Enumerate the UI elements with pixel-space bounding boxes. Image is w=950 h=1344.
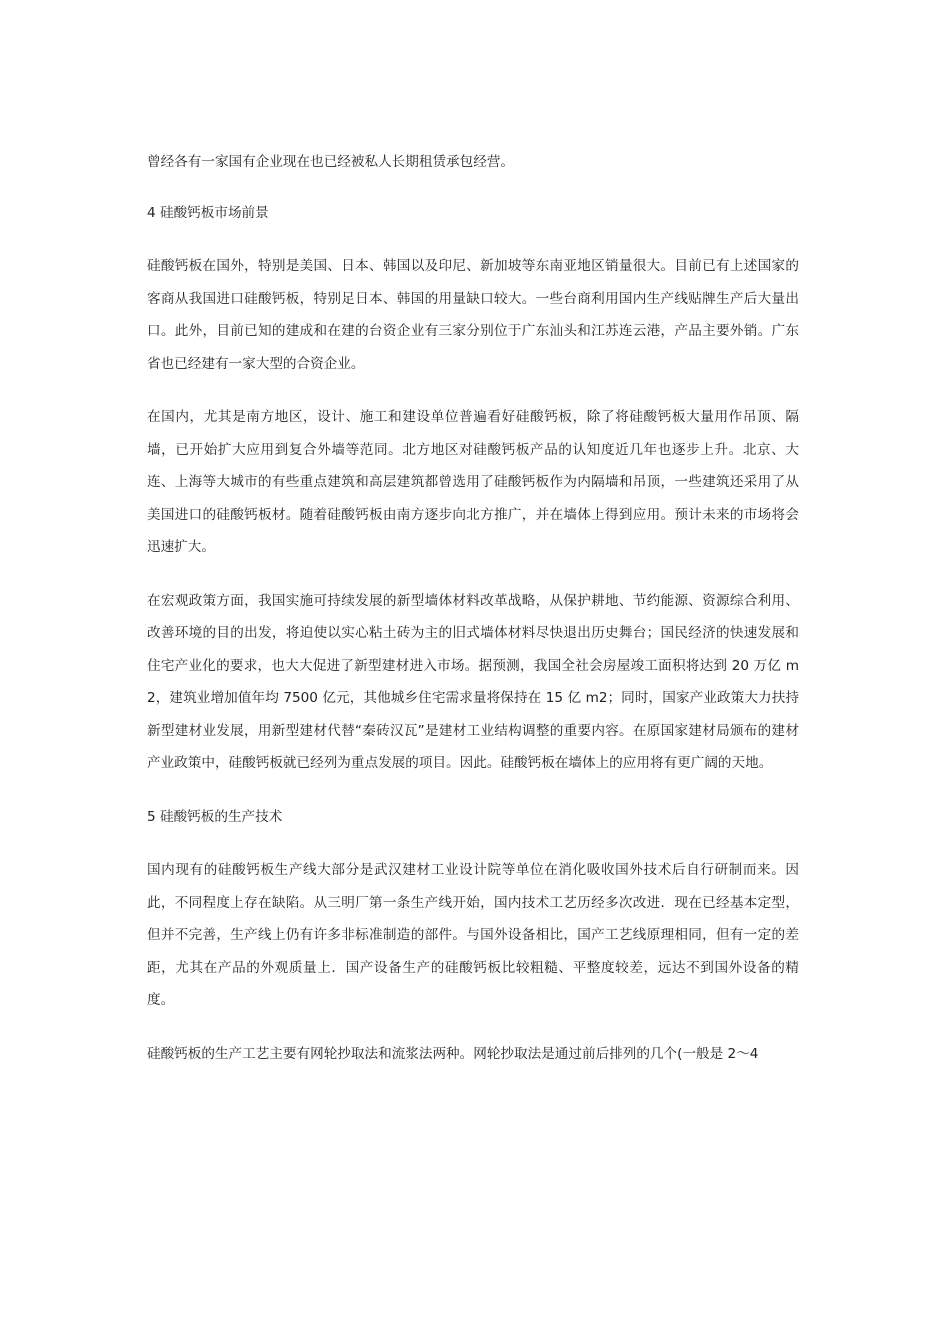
paragraph-production-lines: 国内现有的硅酸钙板生产线大部分是武汉建材工业设计院等单位在消化吸收国外技术后自行研制而来。因此，不同程度上存在缺陷。从三明厂第一条生产线开始，国内技术工艺历经多次改进．现在已经基本定型，但并不完善，生产线上仍有许多非标准制造的部件。与国外设备相比，国产工艺线原理相同，但有一定的差距，尤其在产品的外观质量上．国产设备生产的硅酸钙板比较粗糙、平整度较差，远达不到国外设备的精度。 (147, 862, 799, 1008)
paragraph-policy: 在宏观政策方面，我国实施可持续发展的新型墙体材料改革战略，从保护耕地、节约能源、资源综合利用、改善环境的目的出发，将迫使以实心粘土砖为主的旧式墙体材料尽快退出历史舞台；国民经济的快速发展和住宅产业化的要求，也大大促进了新型建材进入市场。据预测，我国全社会房屋竣工面积将达到 20 万亿 m2，建筑业增加值年均 7500 亿元，其他城乡住宅需求量将保持在 15 亿 m2；同时，国家产业政策大力扶持新型建材业发展，用新型建材代替“秦砖汉瓦”是建材工业结构调整的重要内容。在原国家建材局颁布的建材产业政策中，硅酸钙板就已经列为重点发展的项目。因此。硅酸钙板在墙体上的应用将有更广阔的天地。 (147, 592, 799, 771)
section-4-heading: 4 硅酸钙板市场前景 (147, 204, 269, 221)
paragraph-foreign-market: 硅酸钙板在国外，特别是美国、日本、韩国以及印尼、新加坡等东南亚地区销量很大。目前已有上述国家的客商从我国进口硅酸钙板，特别足日本、韩国的用量缺口较大。一些台商利用国内生产线贴牌生产后大量出口。此外，目前已知的建成和在建的台资企业有三家分别位于广东汕头和江苏连云港，产品主要外销。广东省也已经建有一家大型的合资企业。 (147, 258, 799, 372)
document-page (147, 146, 799, 1091)
section-5-heading: 5 硅酸钙板的生产技术 (147, 808, 283, 825)
paragraph-intro-end: 曾经各有一家国有企业现在也已经被私人长期租赁承包经营。 (147, 154, 515, 170)
paragraph-domestic-market: 在国内，尤其是南方地区，设计、施工和建设单位普遍看好硅酸钙板，除了将硅酸钙板大量用作吊顶、隔墙，已开始扩大应用到复合外墙等范同。北方地区对硅酸钙板产品的认知度近几年也逐步上升。北京、大连、上海等大城市的有些重点建筑和高层建筑都曾选用了硅酸钙板作为内隔墙和吊顶，一些建筑还采用了从美国进口的硅酸钙板材。随着硅酸钙板由南方逐步向北方推广，并在墙体上得到应用。预计未来的市场将会迅速扩大。 (147, 409, 799, 555)
paragraph-process: 硅酸钙板的生产工艺主要有网轮抄取法和流浆法两种。网轮抄取法是通过前后排列的几个(一般是 2～4 (147, 1045, 759, 1062)
